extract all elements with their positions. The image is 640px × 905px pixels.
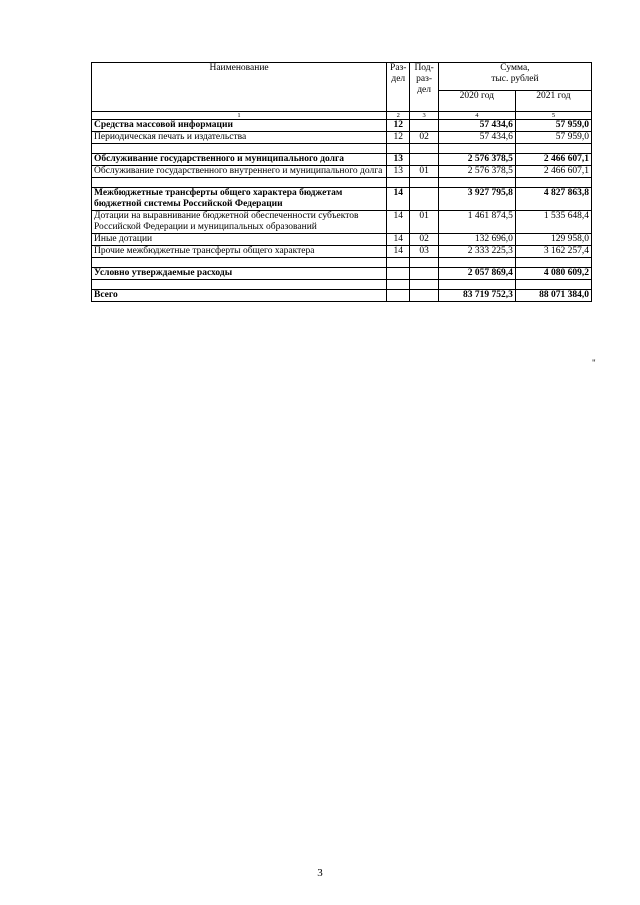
spacer-cell — [438, 258, 515, 268]
cell-subsection — [410, 268, 438, 280]
cell-name: Иные дотации — [92, 234, 387, 246]
header-year-2021: 2021 год — [515, 90, 591, 111]
cell-year1: 2 576 378,5 — [438, 154, 515, 166]
spacer-cell — [515, 178, 591, 188]
cell-section: 14 — [387, 211, 410, 234]
cell-subsection — [410, 188, 438, 211]
spacer-cell — [92, 144, 387, 154]
header-subsection-text: Под- раз- дел — [414, 63, 434, 95]
column-number: 1 — [92, 112, 387, 120]
cell-year2: 4 827 863,8 — [515, 188, 591, 211]
table-body — [92, 120, 592, 302]
cell-subsection: 01 — [410, 211, 438, 234]
cell-year1: 57 434,6 — [438, 120, 515, 132]
spacer-row — [92, 258, 592, 268]
cell-year2: 88 071 384,0 — [515, 290, 591, 302]
spacer-cell — [438, 280, 515, 290]
cell-section: 13 — [387, 166, 410, 178]
cell-name: Дотации на выравнивание бюджетной обеспеченности субъектов Российской Федерации и муниципальных образований — [92, 211, 387, 234]
spacer-cell — [410, 258, 438, 268]
budget-table — [91, 62, 592, 302]
column-number-row — [92, 112, 592, 120]
spacer-cell — [438, 144, 515, 154]
cell-subsection: 03 — [410, 246, 438, 258]
spacer-cell — [515, 144, 591, 154]
closing-quote-mark: " — [592, 358, 596, 368]
cell-section: 12 — [387, 120, 410, 132]
header-sum-text: Сумма, тыс. рублей — [491, 63, 539, 84]
header-sum — [438, 63, 591, 91]
spacer-row — [92, 280, 592, 290]
cell-year2: 57 959,0 — [515, 132, 591, 144]
spacer-cell — [92, 178, 387, 188]
column-number: 4 — [438, 112, 515, 120]
cell-section: 12 — [387, 132, 410, 144]
cell-section — [387, 268, 410, 280]
cell-year1: 1 461 874,5 — [438, 211, 515, 234]
cell-year2: 3 162 257,4 — [515, 246, 591, 258]
spacer-cell — [92, 258, 387, 268]
spacer-cell — [438, 178, 515, 188]
table-row — [92, 132, 592, 144]
spacer-row — [92, 144, 592, 154]
page-number: 3 — [317, 867, 323, 879]
spacer-cell — [92, 280, 387, 290]
column-number: 3 — [410, 112, 438, 120]
cell-year1: 2 576 378,5 — [438, 166, 515, 178]
spacer-cell — [515, 280, 591, 290]
table-row-total — [92, 188, 592, 211]
cell-subsection: 02 — [410, 234, 438, 246]
table-row-total — [92, 154, 592, 166]
spacer-cell — [387, 280, 410, 290]
cell-name: Прочие межбюджетные трансферты общего характера — [92, 246, 387, 258]
spacer-cell — [387, 258, 410, 268]
table-row — [92, 211, 592, 234]
cell-subsection — [410, 120, 438, 132]
cell-year1: 2 333 225,3 — [438, 246, 515, 258]
cell-name: Всего — [92, 290, 387, 302]
cell-name: Межбюджетные трансферты общего характера бюджетам бюджетной системы Российской Федерации — [92, 188, 387, 211]
cell-section: 14 — [387, 188, 410, 211]
spacer-cell — [387, 178, 410, 188]
spacer-row — [92, 178, 592, 188]
cell-name: Средства массовой информации — [92, 120, 387, 132]
table-row — [92, 166, 592, 178]
column-number: 2 — [387, 112, 410, 120]
spacer-cell — [387, 144, 410, 154]
cell-year2: 1 535 648,4 — [515, 211, 591, 234]
table-row — [92, 246, 592, 258]
header-year-2020: 2020 год — [438, 90, 515, 111]
table-row-total — [92, 268, 592, 280]
cell-section: 14 — [387, 234, 410, 246]
header-section-text: Раз- дел — [390, 63, 407, 84]
cell-subsection — [410, 290, 438, 302]
cell-year2: 129 958,0 — [515, 234, 591, 246]
cell-year1: 83 719 752,3 — [438, 290, 515, 302]
cell-year1: 57 434,6 — [438, 132, 515, 144]
spacer-cell — [410, 178, 438, 188]
header-name: Наименование — [92, 63, 387, 112]
cell-year1: 3 927 795,8 — [438, 188, 515, 211]
cell-name: Обслуживание государственного внутреннего и муниципального долга — [92, 166, 387, 178]
cell-year2: 2 466 607,1 — [515, 166, 591, 178]
cell-name: Периодическая печать и издательства — [92, 132, 387, 144]
cell-year2: 57 959,0 — [515, 120, 591, 132]
cell-section: 13 — [387, 154, 410, 166]
spacer-cell — [515, 258, 591, 268]
spacer-cell — [410, 144, 438, 154]
header-section — [387, 63, 410, 112]
cell-section: 14 — [387, 246, 410, 258]
cell-subsection: 01 — [410, 166, 438, 178]
table-row — [92, 234, 592, 246]
cell-subsection: 02 — [410, 132, 438, 144]
spacer-cell — [410, 280, 438, 290]
cell-year2: 4 080 609,2 — [515, 268, 591, 280]
column-number: 5 — [515, 112, 591, 120]
cell-year1: 132 696,0 — [438, 234, 515, 246]
header-subsection — [410, 63, 438, 112]
table-row-total — [92, 290, 592, 302]
cell-year1: 2 057 869,4 — [438, 268, 515, 280]
cell-name: Обслуживание государственного и муниципального долга — [92, 154, 387, 166]
cell-subsection — [410, 154, 438, 166]
table-row-total — [92, 120, 592, 132]
cell-year2: 2 466 607,1 — [515, 154, 591, 166]
cell-section — [387, 290, 410, 302]
cell-name: Условно утверждаемые расходы — [92, 268, 387, 280]
